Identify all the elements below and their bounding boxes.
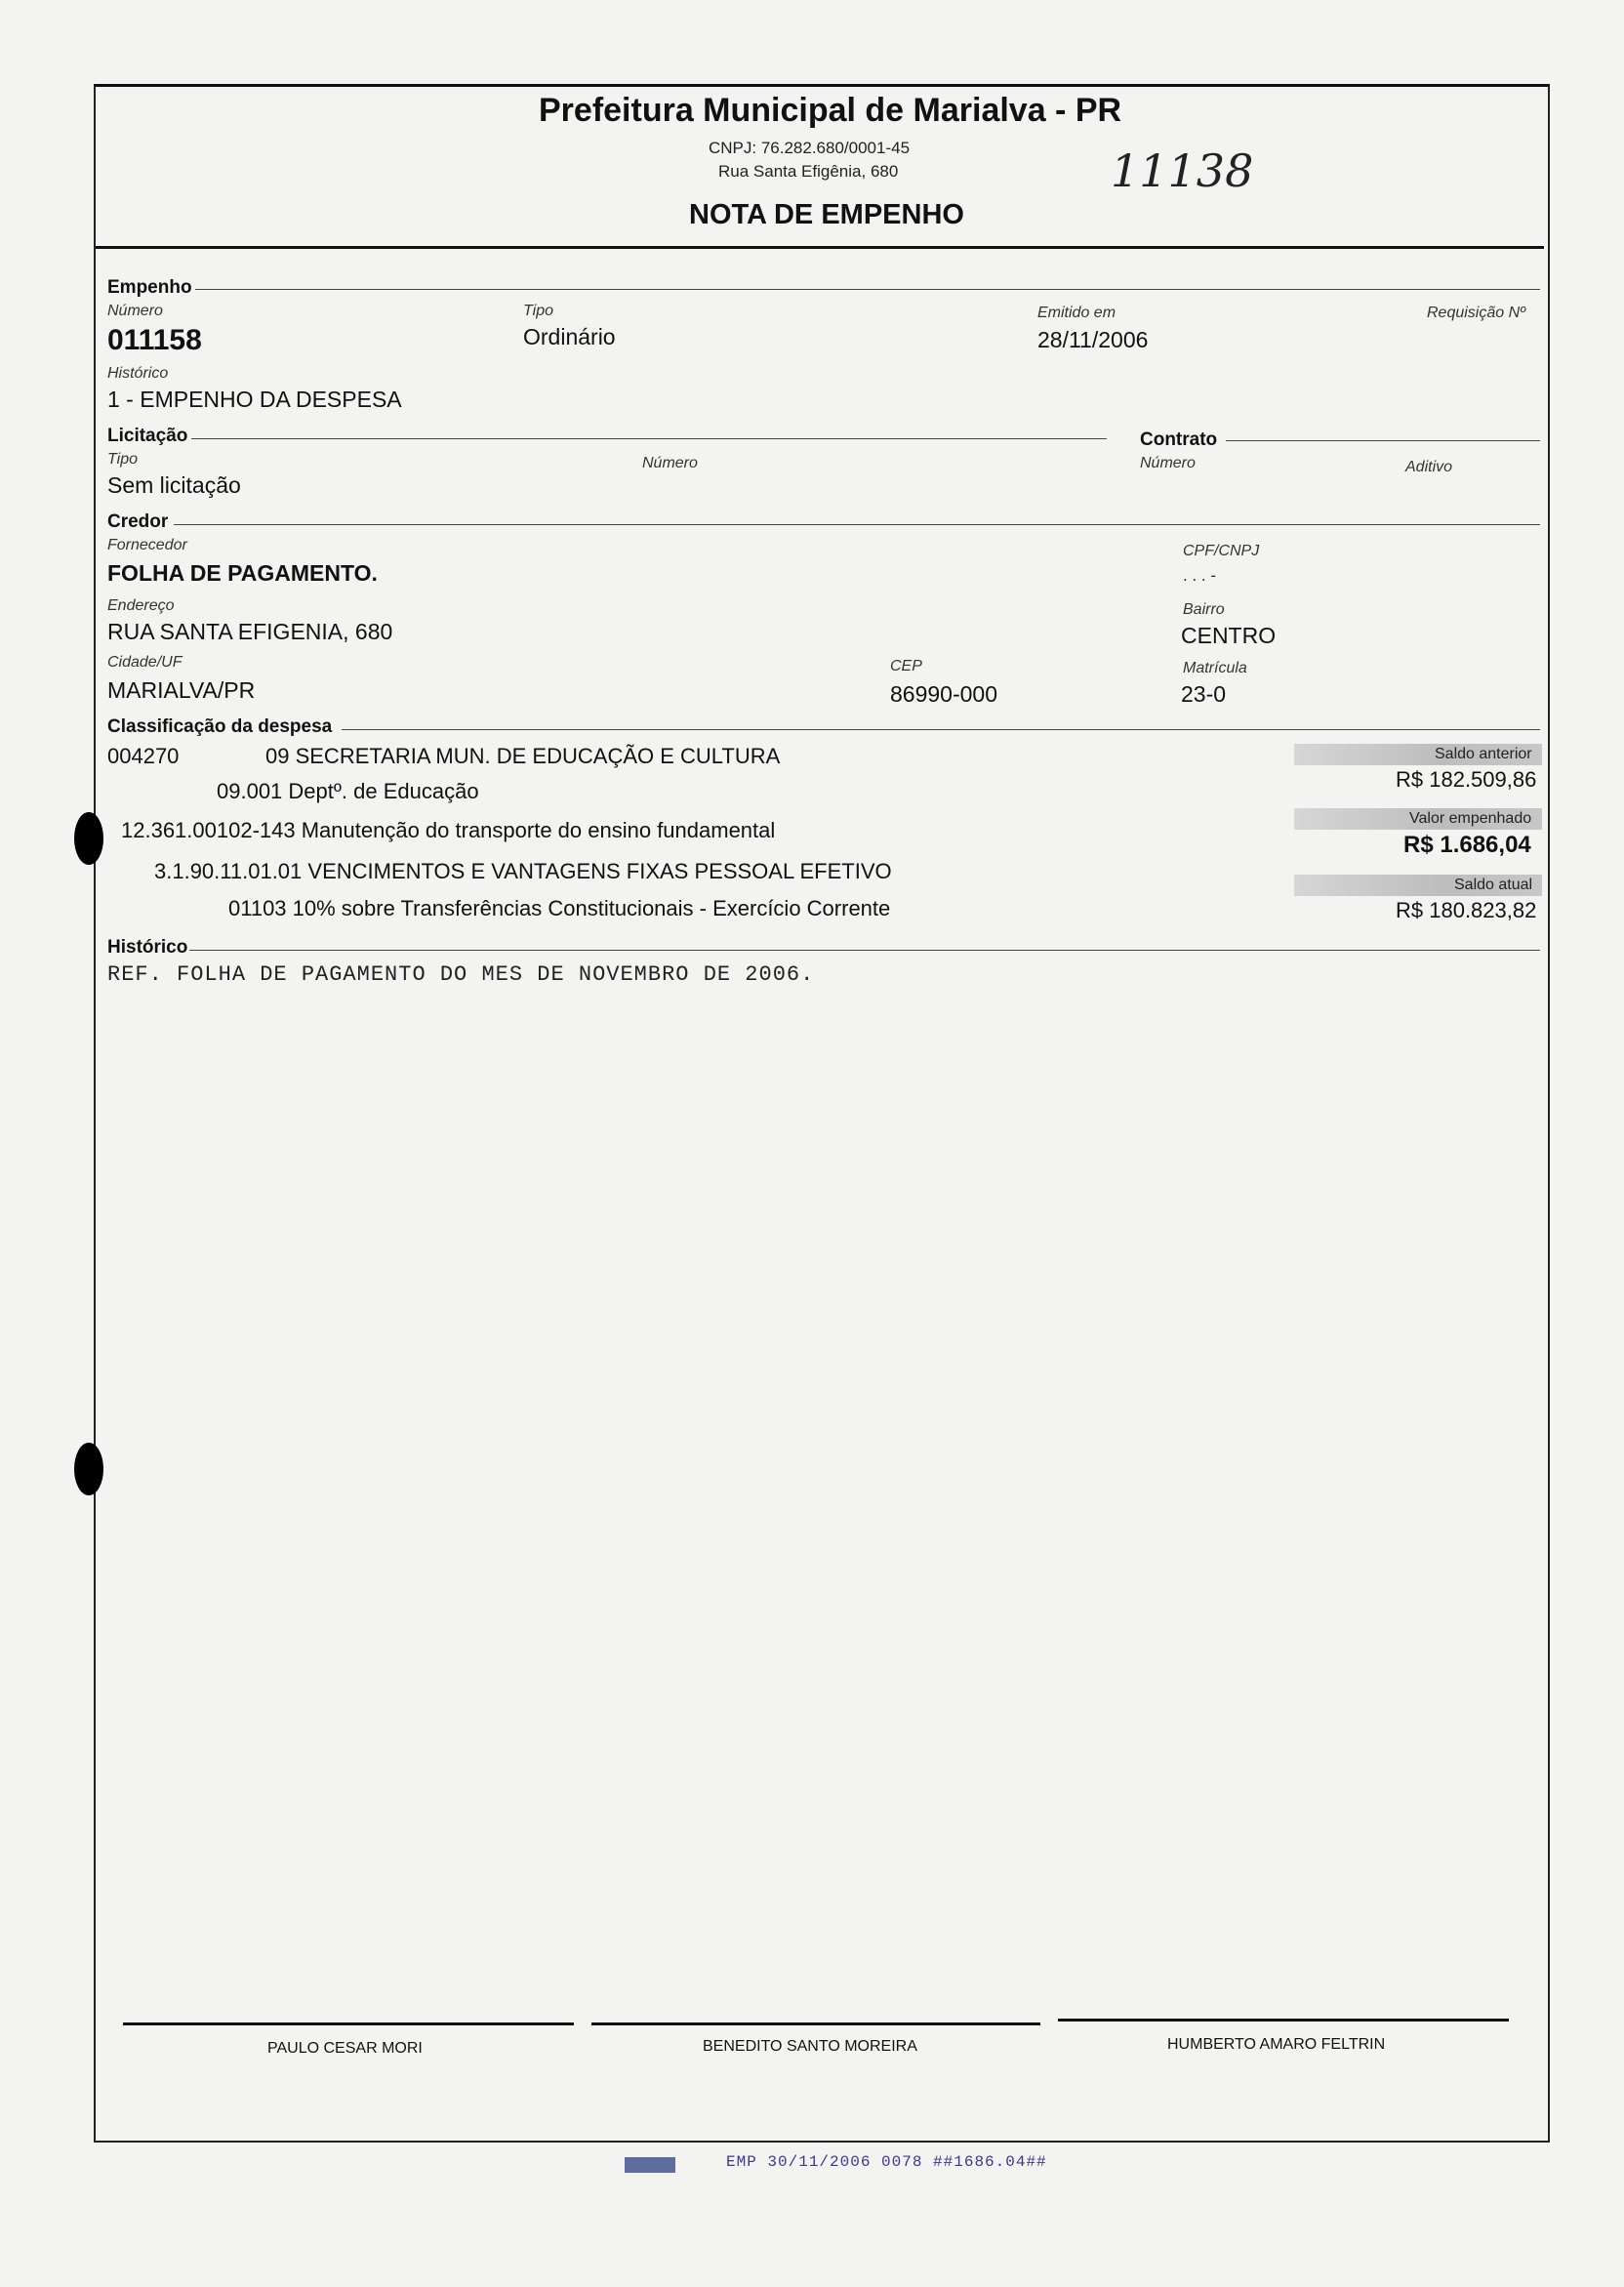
header-divider [96,246,1544,249]
licitacao-numero-label: Número [642,455,698,471]
classificacao-programa: 12.361.00102-143 Manutenção do transporte do ensino fundamental [121,818,776,842]
cep: 86990-000 [890,681,997,707]
section-line [342,729,1540,730]
classificacao-secretaria: 09 SECRETARIA MUN. DE EDUCAÇÃO E CULTURA [265,744,781,768]
endereco: RUA SANTA EFIGENIA, 680 [107,619,393,644]
section-line [189,950,1540,951]
municipality-title: Prefeitura Municipal de Marialva - PR [539,92,1122,129]
punch-hole [74,1443,103,1495]
stamp-mark [625,2157,675,2173]
matricula-label: Matrícula [1183,660,1247,676]
classificacao-codigo: 004270 [107,744,180,768]
punch-hole [74,812,103,865]
signature-line [123,2022,574,2025]
saldo-atual-label: Saldo atual [1454,877,1533,893]
valor-empenhado-label: Valor empenhado [1409,810,1532,827]
signature-line [591,2022,1040,2025]
licitacao-tipo: Sem licitação [107,472,241,498]
historico-label: Histórico [107,365,169,382]
saldo-atual: R$ 180.823,82 [1396,898,1537,922]
empenho-historico: 1 - EMPENHO DA DESPESA [107,387,402,412]
section-licitacao: Licitação [107,426,188,446]
contrato-numero-label: Número [1140,455,1196,471]
cep-label: CEP [890,658,922,674]
section-contrato: Contrato [1140,429,1218,450]
cidade: MARIALVA/PR [107,677,256,703]
emitido-label: Emitido em [1037,305,1116,321]
section-line [191,438,1107,439]
licitacao-tipo-label: Tipo [107,451,138,468]
cnpj: CNPJ: 76.282.680/0001-45 [709,139,911,157]
matricula: 23-0 [1181,681,1227,707]
document-title: NOTA DE EMPENHO [689,199,964,230]
bairro-label: Bairro [1183,601,1225,618]
classificacao-natureza: 3.1.90.11.01.01 VENCIMENTOS E VANTAGENS FIXAS PESSOAL EFETIVO [154,859,892,883]
fornecedor: FOLHA DE PAGAMENTO. [107,560,378,586]
section-line [1226,440,1540,441]
classificacao-fonte: 01103 10% sobre Transferências Constitucionais - Exercício Corrente [228,896,891,920]
saldo-anterior-label: Saldo anterior [1435,746,1532,762]
contrato-aditivo-label: Aditivo [1405,459,1453,475]
address: Rua Santa Efigênia, 680 [718,162,899,181]
section-line [174,524,1540,525]
section-empenho: Empenho [107,277,192,298]
section-line [195,289,1540,290]
signature-name: HUMBERTO AMARO FELTRIN [1167,2036,1386,2053]
cpf-value: . . . - [1183,566,1216,585]
stamp-text: EMP 30/11/2006 0078 ##1686.04## [726,2153,1047,2171]
cidade-label: Cidade/UF [107,654,183,671]
signature-name: BENEDITO SANTO MOREIRA [703,2038,917,2055]
signature-line [1058,2019,1509,2022]
section-credor: Credor [107,511,169,532]
classificacao-departamento: 09.001 Deptº. de Educação [217,779,479,803]
empenho-tipo: Ordinário [523,324,616,349]
endereco-label: Endereço [107,597,175,614]
tipo-label: Tipo [523,303,553,319]
saldo-anterior: R$ 182.509,86 [1396,767,1537,792]
bairro: CENTRO [1181,623,1277,648]
historico-text: REF. FOLHA DE PAGAMENTO DO MES DE NOVEMBRO DE 2006. [107,962,815,987]
valor-empenhado: R$ 1.686,04 [1403,832,1531,858]
empenho-numero: 011158 [107,324,202,356]
signature-name: PAULO CESAR MORI [267,2040,423,2057]
handwritten-number: 11138 [1111,144,1254,197]
fornecedor-label: Fornecedor [107,537,187,553]
section-classificacao: Classificação da despesa [107,716,333,737]
requisicao-label: Requisição Nº [1427,305,1525,321]
empenho-emitido: 28/11/2006 [1037,327,1149,352]
section-historico: Histórico [107,937,188,958]
numero-label: Número [107,303,163,319]
cpf-label: CPF/CNPJ [1183,543,1260,559]
